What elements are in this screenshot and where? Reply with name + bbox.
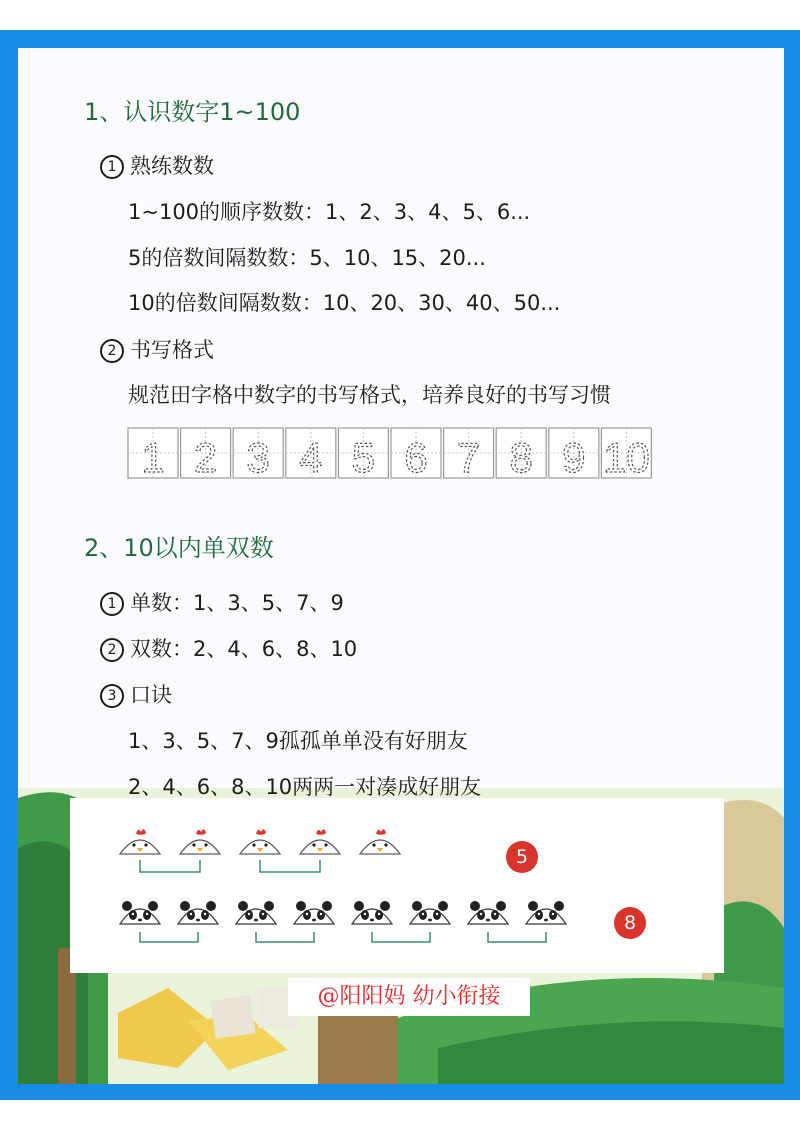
sub-heading-label: 书写格式 (130, 338, 214, 362)
chicken-icon (360, 829, 400, 854)
grid-cell (391, 428, 441, 481)
chicken-row (118, 828, 418, 888)
chicken-icon (180, 829, 220, 854)
grid-digit: 4 (299, 434, 323, 481)
document-page (18, 48, 784, 1084)
watermark: @阳阳妈 幼小衔接 (288, 978, 530, 1016)
circle-number-2-icon: 2 (100, 339, 124, 363)
even-numbers-text: 双数：2、4、6、8、10 (130, 637, 358, 661)
pair-bracket (260, 860, 320, 872)
grid-digit: 8 (509, 434, 533, 481)
circle-number-2-icon: 2 (100, 638, 124, 662)
grid-cell (338, 428, 388, 481)
sub-heading-label: 熟练数数 (130, 154, 214, 178)
grid-cell (233, 428, 283, 481)
grid-digit: 3 (246, 434, 270, 481)
sub-heading-counting (100, 150, 214, 180)
counting-line-2: 5的倍数间隔数数：5、10、15、20... (128, 246, 486, 270)
rhyme-heading (100, 679, 172, 709)
odd-numbers-line (100, 587, 344, 617)
tianzige-writing-grid (126, 426, 656, 482)
pair-bracket (140, 932, 198, 942)
grid-cell (181, 428, 231, 481)
even-numbers-line (100, 633, 357, 663)
pair-bracket (256, 932, 314, 942)
section2-title: 2、10以内单双数 (84, 534, 274, 562)
grid-cell (128, 428, 178, 481)
writing-description: 规范田字格中数字的书写格式，培养良好的书写习惯 (128, 383, 611, 407)
grid-digit: 5 (351, 434, 376, 481)
rhyme-line-1: 1、3、5、7、9孤孤单单没有好朋友 (128, 729, 468, 753)
pair-bracket (140, 860, 200, 872)
grid-digit: 7 (456, 434, 481, 481)
counting-line-3: 10的倍数间隔数数：10、20、30、40、50... (128, 291, 561, 315)
panda-icon (294, 901, 334, 924)
panda-icon (120, 901, 160, 924)
grid-digit: 6 (404, 434, 428, 481)
rhyme-line-2: 2、4、6、8、10两两一对凑成好朋友 (128, 775, 482, 799)
grid-cell (286, 428, 336, 481)
panda-icon (236, 901, 276, 924)
grid-cell (496, 428, 546, 481)
panda-icon (352, 901, 392, 924)
rhyme-label: 口诀 (130, 683, 172, 707)
circle-number-1-icon: 1 (100, 592, 124, 616)
panda-icon (468, 901, 508, 924)
grid-digit: 9 (562, 434, 586, 481)
sub-heading-writing (100, 334, 214, 364)
circle-number-1-icon: 1 (100, 155, 124, 179)
circle-number-3-icon: 3 (100, 684, 124, 708)
panda-count-badge: 8 (614, 907, 646, 939)
section1-title: 1、认识数字1~100 (84, 98, 301, 126)
grid-cell (444, 428, 494, 481)
chicken-icon (240, 829, 280, 854)
grid-digit: 10 (603, 434, 650, 481)
grid-digit: 2 (193, 434, 218, 481)
panda-icon (526, 901, 566, 924)
panda-icon (178, 901, 218, 924)
pair-bracket (488, 932, 546, 942)
pair-bracket (372, 932, 430, 942)
counting-line-1: 1~100的顺序数数：1、2、3、4、5、6... (128, 200, 531, 224)
odd-numbers-text: 单数：1、3、5、7、9 (130, 591, 344, 615)
grid-cell (601, 428, 651, 481)
chicken-icon (300, 829, 340, 854)
panda-icon (410, 901, 450, 924)
panda-row (116, 900, 586, 958)
grid-cell (549, 428, 599, 481)
chicken-icon (120, 829, 160, 854)
chicken-count-badge: 5 (506, 841, 538, 873)
grid-digit: 1 (141, 434, 165, 481)
